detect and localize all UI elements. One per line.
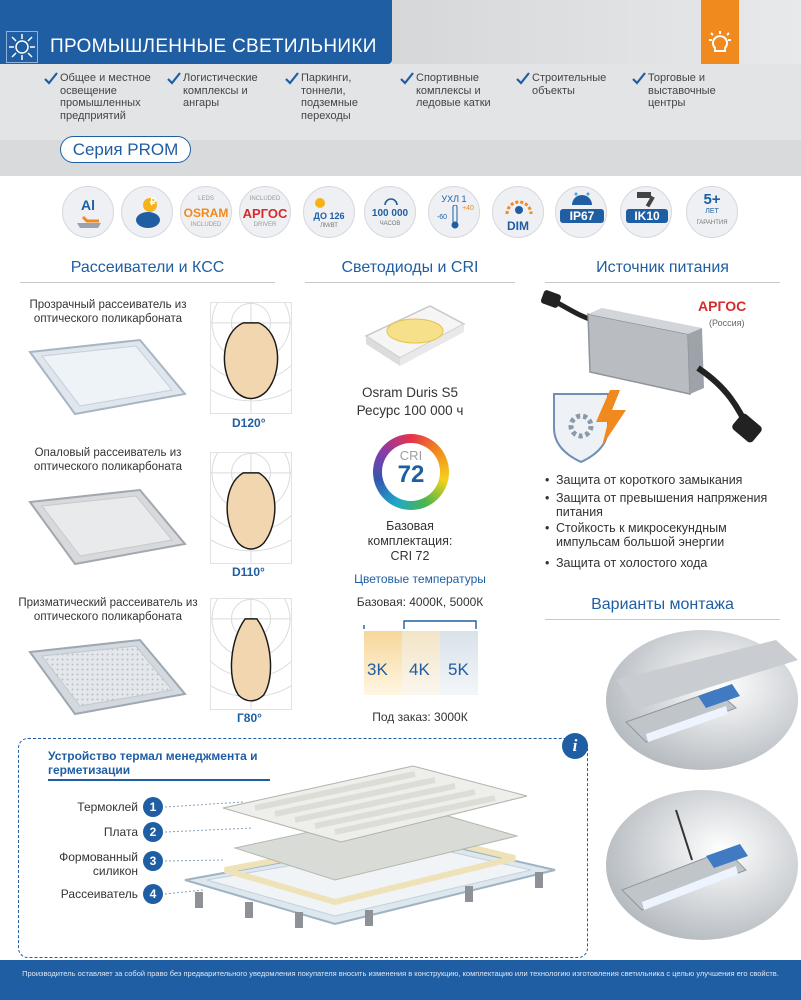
check-icon (285, 72, 299, 86)
divider (305, 282, 515, 283)
mounting-ceiling-image (606, 630, 798, 770)
cri-ring (373, 434, 449, 510)
category-item: Спортивные комплексы и ледовые катки (416, 72, 496, 110)
base-kit: Базовая комплектация: CRI 72 (367, 519, 453, 563)
diffuser-caption: Опаловый рассеиватель из оптического поликарбоната (33, 447, 183, 473)
ksc-label: Г80° (237, 711, 262, 725)
power-brand: АРГОС (698, 298, 747, 314)
lamp-icon (706, 30, 734, 58)
page-title: ПРОМЫШЛЕННЫЕ СВЕТИЛЬНИКИ (50, 36, 377, 57)
power-country: (Россия) (709, 318, 745, 328)
temp-3k: 3K (367, 660, 388, 679)
leds-heading: Светодиоды и CRI (341, 259, 479, 276)
aluminum-icon: Al (62, 186, 114, 238)
category-item: Логистические комплексы и ангары (183, 72, 273, 110)
layer-label: Рассеиватель (60, 887, 138, 901)
dimming-icon: DIM (492, 186, 544, 238)
footer-disclaimer: Производитель оставляет за собой право без предварительного уведомления покупателя вносить изменения в конструкцию, комплектацию или технологию изготовления светильника с целью улучшения его свойств. (22, 969, 779, 978)
color-temp-swatches (360, 617, 480, 697)
check-icon (516, 72, 530, 86)
check-icon (400, 72, 414, 86)
ksc-diagram (210, 452, 292, 564)
brand-logo-icon (6, 31, 38, 63)
power-feature: • Стойкость к микросекундным импульсам большой энергии (556, 521, 781, 549)
layer-label: Термоклей (77, 800, 138, 814)
footer (0, 960, 801, 1000)
divider (545, 619, 780, 620)
temps-title: Цветовые температуры (354, 572, 486, 586)
category-item: Общее и местное освещение промышленных предприятий (60, 72, 160, 122)
ksc-label: D120° (232, 416, 266, 430)
divider (20, 282, 275, 283)
diffuser-caption: Призматический рассеиватель из оптического поликарбоната (18, 597, 198, 623)
layer-badge: 4 (143, 884, 163, 904)
temps-order: Под заказ: 3000К (372, 710, 468, 724)
climate-icon: УХЛ 1 -60 +40 (428, 186, 480, 238)
category-item: Паркинги, тоннели, подземные переходы (301, 72, 381, 122)
temps-base: Базовая: 4000К, 5000К (356, 595, 484, 609)
argos-driver-icon: INCLUDED АРГОС DRIVER (239, 186, 291, 238)
info-icon[interactable]: i (562, 733, 588, 759)
prismatic-diffuser-image (20, 632, 190, 722)
savings-icon: ₽ (121, 186, 173, 238)
protection-shield-icon (548, 388, 634, 464)
power-feature: • Защита от холостого хода (556, 556, 781, 570)
series-label: Серия PROM (60, 136, 191, 163)
layer-badge: 1 (143, 797, 163, 817)
ksc-label: D110° (232, 565, 265, 579)
check-icon (632, 72, 646, 86)
osram-leds-icon: LEDS OSRAM INCLUDED (180, 186, 232, 238)
clear-diffuser-image (20, 332, 190, 422)
led-resource: Ресурс 100 000 ч (356, 403, 464, 418)
temp-5k: 5K (448, 660, 469, 679)
ksc-diagram (210, 598, 292, 710)
temp-4k: 4K (409, 660, 430, 679)
power-feature: • Защита от короткого замыкания (556, 473, 781, 487)
power-heading: Источник питания (596, 259, 729, 276)
cri-value: 72 (397, 461, 425, 488)
layer-badge: 2 (143, 822, 163, 842)
ip-rating-icon: IP67 (555, 186, 607, 238)
check-icon (44, 72, 58, 86)
mounting-heading: Варианты монтажа (591, 596, 734, 613)
led-model: Osram Duris S5 (361, 385, 459, 400)
diffusers-heading: Рассеиватели и КСС (70, 259, 225, 276)
cri-label: CRI (399, 448, 423, 463)
category-item: Строительные объекты (532, 72, 612, 97)
layer-label: Формованный силикон (59, 850, 138, 878)
lamp-tab (701, 0, 739, 64)
opal-diffuser-image (20, 482, 190, 572)
thermal-title: Устройство термал менеджмента и герметизации (48, 749, 258, 777)
led-chip-image (360, 298, 468, 368)
mounting-suspended-image (606, 790, 798, 940)
efficacy-icon: ДО 126 ЛМ/ВТ (303, 186, 355, 238)
diffuser-caption: Прозрачный рассеиватель из оптического поликарбоната (29, 299, 187, 325)
check-icon (167, 72, 181, 86)
power-feature: • Защита от превышения напряжения питания (556, 491, 781, 519)
lifetime-icon: 100 000 ЧАСОВ (364, 186, 416, 238)
layer-label: Плата (103, 825, 138, 839)
divider (545, 282, 780, 283)
layer-badge: 3 (143, 851, 163, 871)
warranty-icon: 5+ ЛЕТ ГАРАНТИЯ (686, 186, 738, 238)
header-tail (392, 0, 801, 64)
ksc-diagram (210, 302, 292, 414)
category-item: Торговые и выставочные центры (648, 72, 738, 110)
leader-lines (163, 790, 283, 900)
impact-icon: IK10 (620, 186, 672, 238)
